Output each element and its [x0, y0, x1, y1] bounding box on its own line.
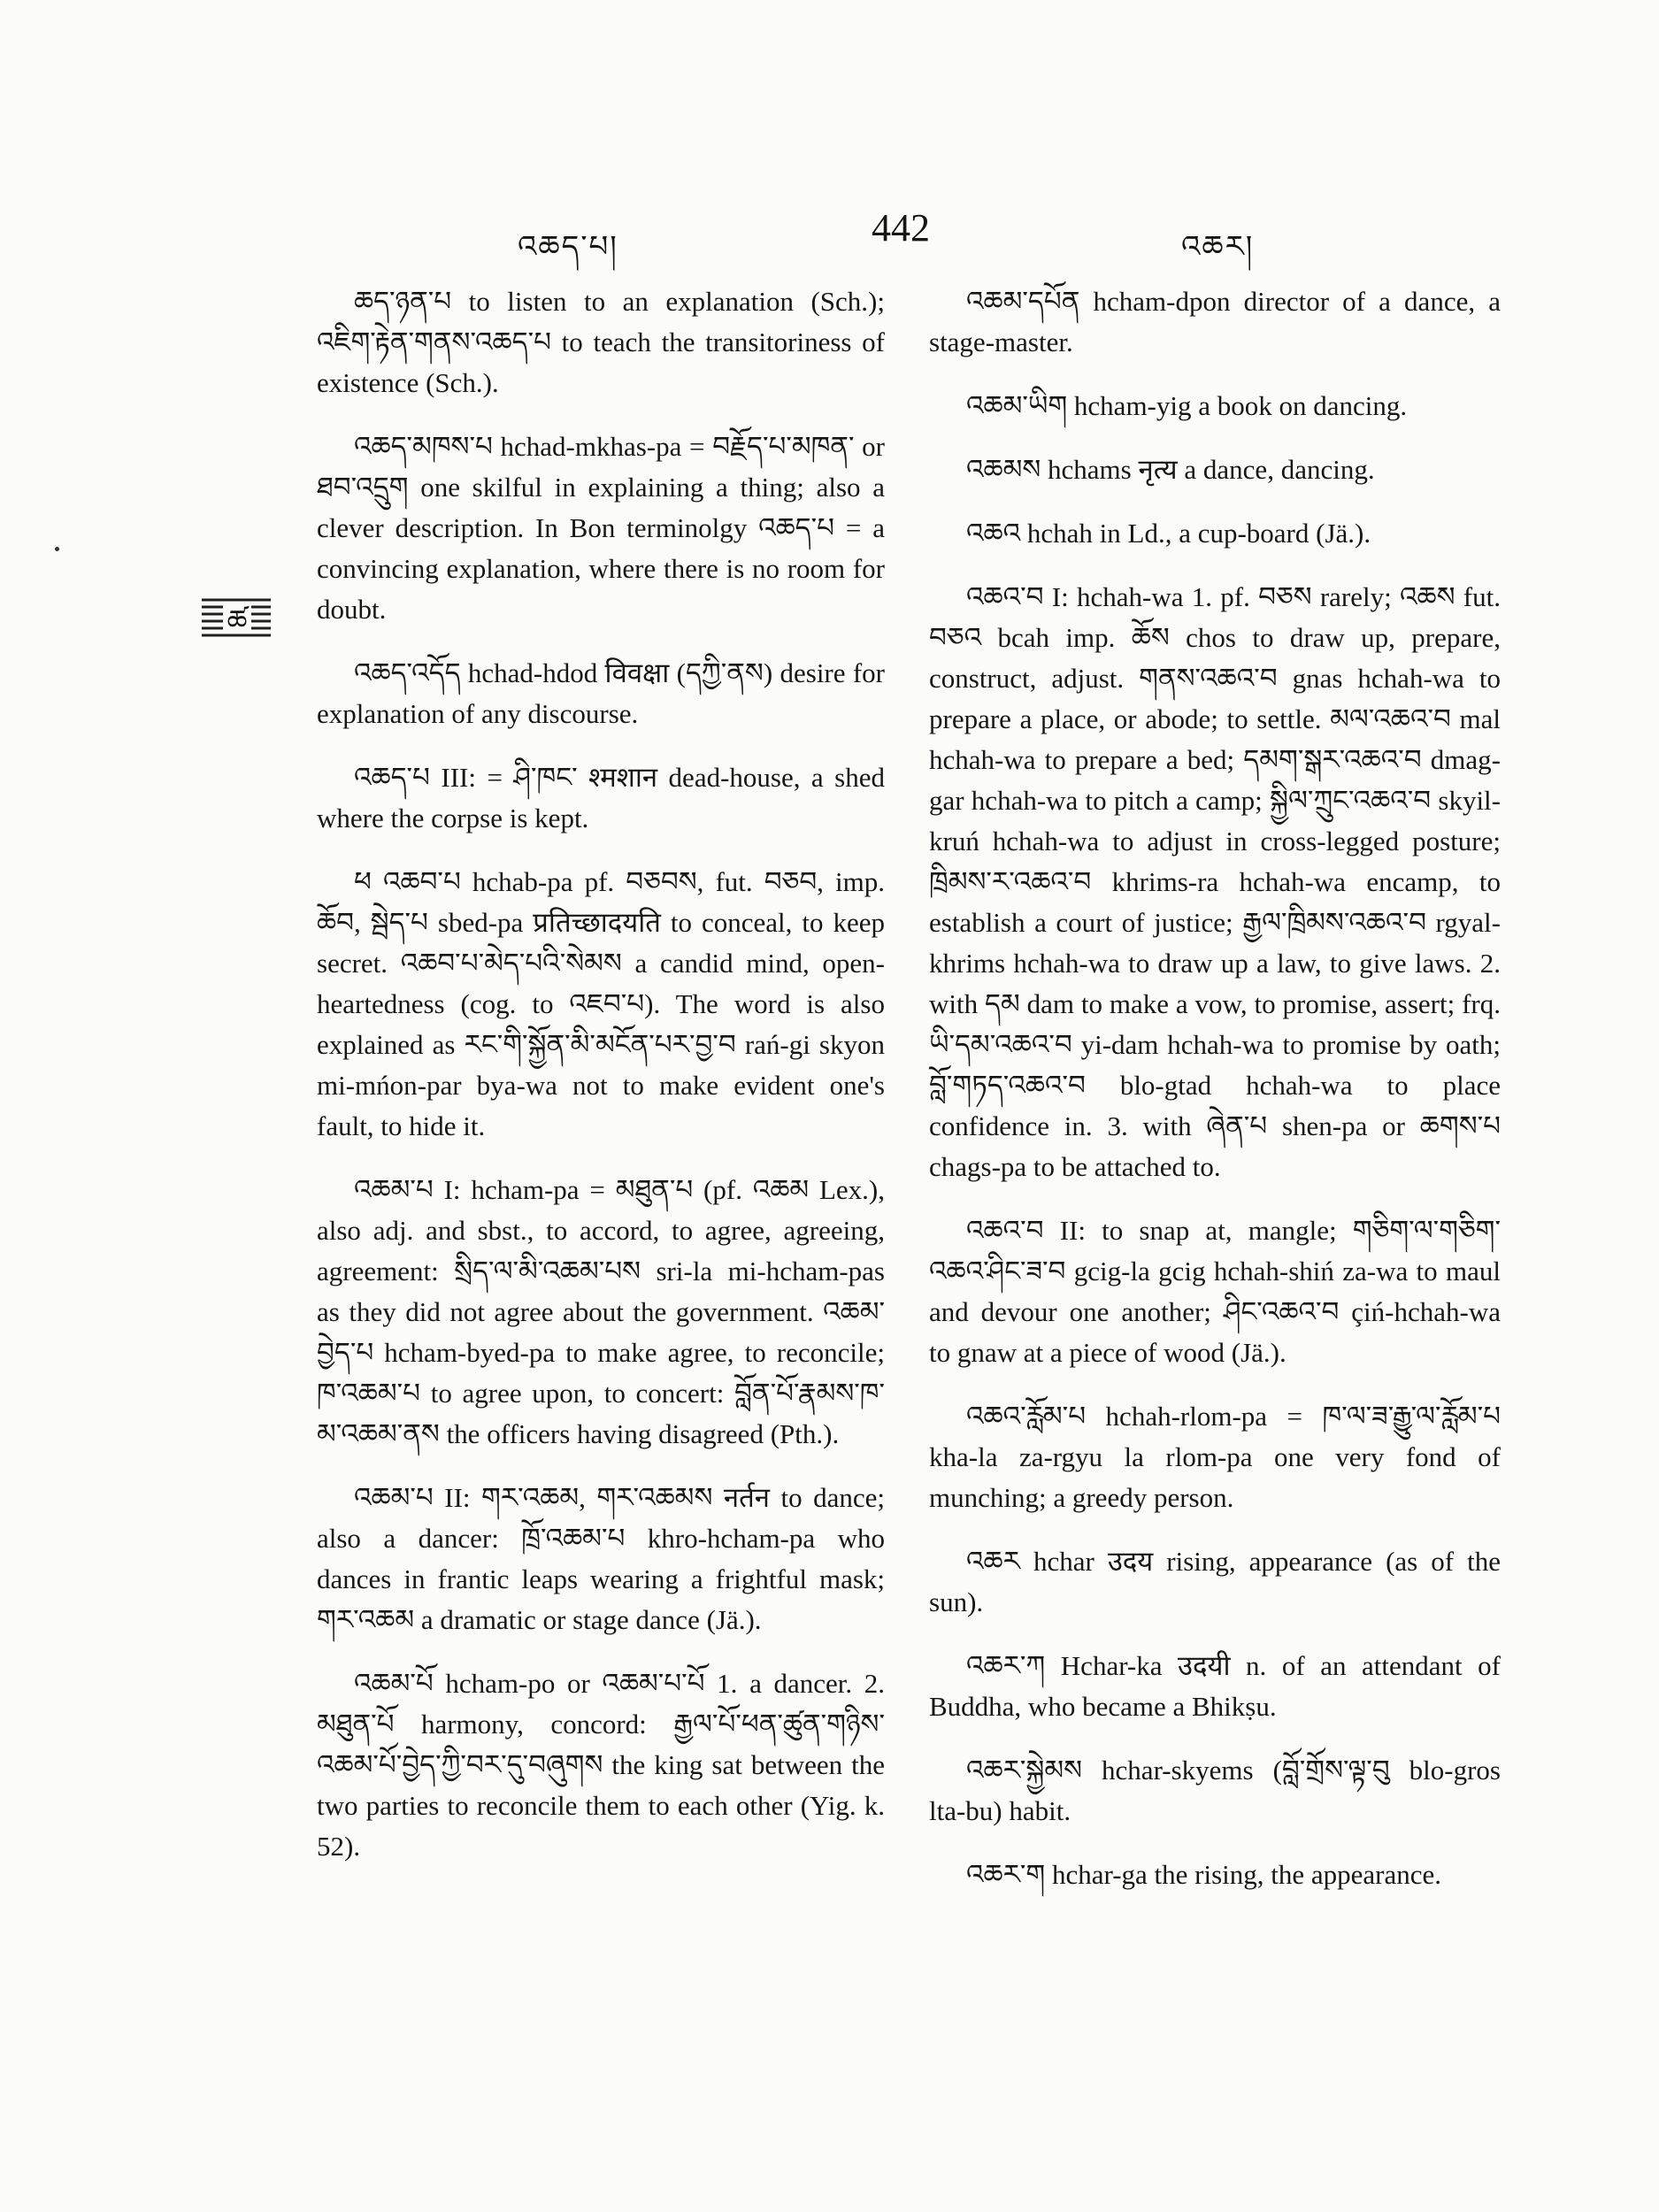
entry: འཆར་སྐྱེམས hchar-skyems (བློ་གྲོས་ལྟ་བུ blo-gros lta-bu) habit. — [929, 1755, 1501, 1826]
entry: འཆམས hchams नृत्य a dance, dancing. — [966, 454, 1375, 485]
entry-headword: འཆའ་བ I: hchah-wa 1. pf. བཅས rarely; འཆས fut. བཅའ bcah imp. ཆོས chos to draw up, prepare, construct, adjust. གནས་འཆའ་བ gnas hchah-wa to prepare a place, or abode; to settle. མལ་འཆའ་བ mal hchah-wa to prepare a bed; དམག་སྒར་འཆའ་བ dmag-gar hchah-wa to pitch a camp; སྐྱིལ་ཀྲུང་འཆའ་བ skyil-kruń hchah-wa to adjust in cross-legged posture; ཁྲིམས་ར་འཆའ་བ khrims-ra hchah-wa encamp, to establish a court of justice; རྒྱལ་ཁྲིམས་འཆའ་བ rgyal-khrims hchah-wa to draw up a law, to give laws. 2. with དམ dam to make a vow, to promise, assert; frq. ཡི་དམ་འཆའ་བ yi-dam hchah-wa to promise by oath; བློ་གཏད་འཆའ་བ blo-gtad hchah-wa to place confidence in. 3. with ཞེན་པ shen-pa or ཆགས་པ chags-pa to be attached to. — [929, 581, 1501, 1182]
entry: འཆའ་རློམ་པ hchah-rlom-pa = ཁ་ལ་ཟ་རྒྱུ་ལ་རློམ་པ kha-la za-rgyu la rlom-pa one very fond of munching; a greedy person. — [929, 1401, 1501, 1513]
margin-marker-icon — [200, 591, 273, 644]
entry-headword: འཆམ་པ I: hcham-pa = མཐུན་པ (pf. འཆམ Lex.), also adj. and sbst., to accord, to agree, agreeing, agreement: སྲིད་ལ་མི་འཆམ་པས sri-la mi-hcham-pas as they did not agree about the government. འཆམ་བྱེད་པ hcham-byed-pa to make agree, to reconcile; ཁ་འཆམ་པ to agree upon, to concert: བློན་པོ་རྣམས་ཁ་མ་འཆམ་ནས the officers having disagreed (Pth.). — [317, 1174, 885, 1449]
left-column — [317, 281, 885, 1890]
svg-text:ཚ: ཚ — [227, 603, 248, 637]
entry: འཆད་འདོད hchad-hdod विवक्षा (དཀྱི་ནས) desire for explanation of any discourse. — [317, 657, 885, 729]
entry: འཆམ་ཡིག hcham-yig a book on dancing. — [966, 390, 1408, 421]
entry: འཆམ་པོ hcham-po or འཆམ་པ་པོ 1. a dancer. 2. མཐུན་པོ harmony, concord: རྒྱལ་པོ་ཕན་ཚུན་གཉིས་འཆམ་པོ་བྱེད་ཀྱི་བར་དུ་བཞུགས the king sat between the two parties to reconcile them to each other (Yig. k. 52). — [317, 1668, 885, 1862]
entry-headword: འཆད་པ III: = ཤི་ཁང་ श्मशान dead-house, a shed where the corpse is kept. — [317, 762, 885, 833]
entry-headword: འཆའ་བ II: to snap at, mangle; གཅིག་ལ་གཅིག་འཆའ་ཤིང་ཟ་བ gcig-la gcig hchah-shiń za-wa to maul and devour one another; ཤིང་འཆའ་བ çiń-hchah-wa to gnaw at a piece of wood (Jä.). — [929, 1215, 1501, 1368]
entry-headword: འཆམ་པ II: གར་འཆམ, གར་འཆམས नर्तन to dance; also a dancer: ཁྲོ་འཆམ་པ khro-hcham-pa who dances in frantic leaps wearing a frightful mask; གར་འཆམ a dramatic or stage dance (Jä.). — [317, 1482, 885, 1635]
header-right-guideword: འཆར། — [1181, 231, 1255, 264]
entry: འཆད་མཁས་པ hchad-mkhas-pa = བརྗོད་པ་མཁན་ or ཐབ་འདྲུག one skilful in explaining a thing; also a clever description. In Bon terminolgy འཆད་པ = a convincing explanation, where there is no room for doubt. — [317, 431, 885, 625]
entry: འཆམ་དཔོན hcham-dpon director of a dance, a stage-master. — [929, 286, 1501, 357]
entry: ཆད་ཉན་པ to listen to an explanation (Sch.); འཇིག་རྟེན་གནས་འཆད་པ to teach the transitoriness of existence (Sch.). — [317, 286, 885, 398]
right-column — [929, 281, 1501, 1918]
entry-headword: འཆར hchar उदय rising, appearance (as of the sun). — [929, 1546, 1501, 1617]
page-header — [0, 205, 1659, 264]
entry-headword: ཕ འཆབ་པ hchab-pa pf. བཅབས, fut. བཅབ, imp. ཆོབ, སྦེད་པ sbed-pa प्रतिच्छादयति to conceal, to keep secret. འཆབ་པ་མེད་པའི་སེམས a candid mind, open-heartedness (cog. to འཇབ་པ). The word is also explained as རང་གི་སྐྱོན་མི་མངོན་པར་བྱ་བ rań-gi skyon mi-mńon-par bya-wa not to make evident one's fault, to hide it. — [317, 866, 885, 1141]
entry-headword: འཆའ hchah in Ld., a cup-board (Jä.). — [966, 518, 1371, 549]
header-left-guideword: འཆད་པ། — [518, 231, 618, 264]
entry: འཆར་ག hchar-ga the rising, the appearance. — [966, 1859, 1442, 1890]
page-number: 442 — [872, 206, 930, 250]
stray-dot — [55, 547, 59, 551]
entry: འཆར་ཀ Hchar-ka उदयी n. of an attendant of Buddha, who became a Bhikṣu. — [929, 1650, 1501, 1722]
